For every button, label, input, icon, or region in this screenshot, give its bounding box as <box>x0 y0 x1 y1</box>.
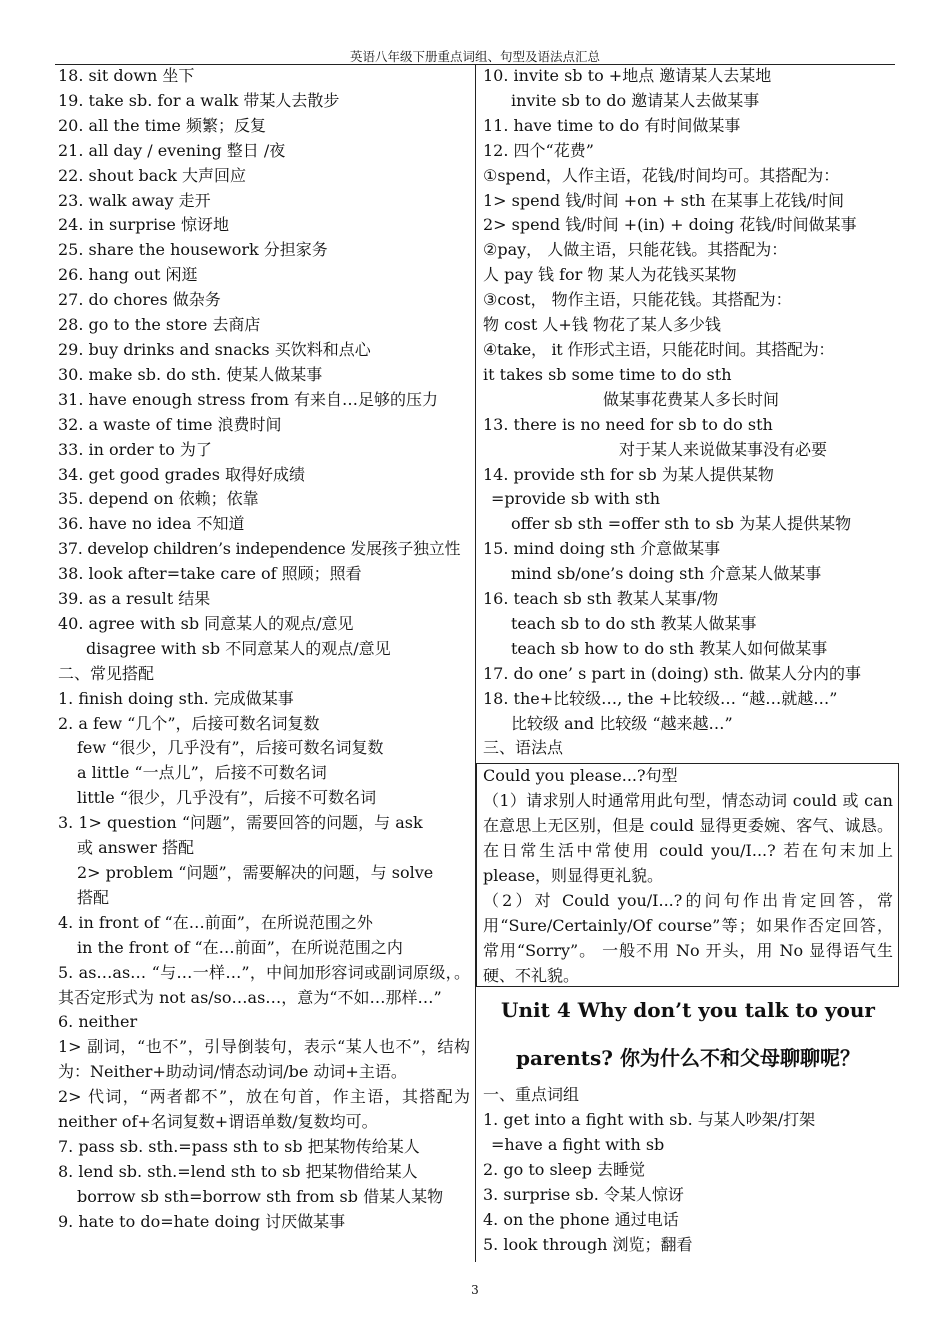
collocation-item: 搭配 <box>77 887 110 907</box>
phrase-item: 2. go to sleep 去睡觉 <box>483 1160 646 1180</box>
collocation-item: 8. lend sb. sth.=lend sth to sb 把某物借给某人 <box>58 1161 418 1181</box>
collocation-item: 9. hate to do=hate doing 讨厌做某事 <box>58 1211 346 1231</box>
phrase-item: 18. sit down 坐下 <box>58 66 195 85</box>
unit-title: Unit 4 Why don’t you talk to your <box>501 998 875 1023</box>
collocation-item: 12. 四个“花费” <box>483 140 594 160</box>
phrase-item: 36. have no idea 不知道 <box>58 514 245 534</box>
collocation-item: 或 answer 搭配 <box>77 838 195 858</box>
collocation-item: 16. teach sb sth 教某人某事/物 <box>483 589 719 609</box>
phrase-item: 26. hang out 闲逛 <box>58 265 198 285</box>
collocation-item: 2> 代词，“两者都不”，放在句首，作主语，其搭配为 neither of+名词复数+谓语单数/复数均可。 <box>58 1087 470 1132</box>
phrase-item: 31. have enough stress from 有来自…足够的压力 <box>58 389 439 409</box>
section-heading: 三、语法点 <box>483 738 564 758</box>
section-heading: 二、常见搭配 <box>58 663 155 683</box>
phrase-item: 20. all the time 频繁；反复 <box>58 115 266 135</box>
grammar-box <box>476 763 899 987</box>
phrase-item: 30. make sb. do sth. 使某人做某事 <box>58 364 323 384</box>
collocation-item: mind sb/one’s doing sth 介意某人做某事 <box>511 564 822 584</box>
phrase-item: 32. a waste of time 浪费时间 <box>58 414 282 434</box>
phrase-item: 35. depend on 依赖；依靠 <box>58 489 259 509</box>
unit-title: parents? 你为什么不和父母聊聊呢？ <box>516 1046 860 1071</box>
collocation-item: 11. have time to do 有时间做某事 <box>483 115 741 135</box>
section-heading: 一、重点词组 <box>483 1085 580 1105</box>
grammar-paragraph: （2）对 Could you/I...?的问句作出肯定回答，常用“Sure/Certainly/Of course”等；如果作否定回答，常用“Sorry”。 一般不用 No 开头，用 No 显得语气生硬、不礼貌。 <box>483 890 893 985</box>
phrase-item: 34. get good grades 取得好成绩 <box>58 464 306 484</box>
phrase-item: 38. look after=take care of 照顾；照看 <box>58 564 362 584</box>
grammar-title: Could you please...?句型 <box>483 766 678 786</box>
collocation-item: 1. finish doing sth. 完成做某事 <box>58 688 294 708</box>
collocation-item: 4. in front of “在…前面”，在所说范围之外 <box>58 912 373 932</box>
collocation-item: it takes sb some time to do sth <box>483 364 732 384</box>
collocation-item: 对于某人来说做某事没有必要 <box>619 439 828 459</box>
collocation-item: 做某事花费某人多长时间 <box>603 389 780 409</box>
page-header: 英语八年级下册重点词组、句型及语法点汇总 <box>349 49 600 64</box>
collocation-item: 17. do one’ s part in (doing) sth. 做某人分内的事 <box>483 663 862 683</box>
right-column <box>483 64 893 1258</box>
left-column <box>58 64 470 1235</box>
collocation-item: little “很少，几乎没有”，后接不可数名词 <box>77 788 377 808</box>
collocation-item: 人 pay 钱 for 物 某人为花钱买某物 <box>483 265 737 285</box>
collocation-item: offer sb sth =offer sth to sb 为某人提供某物 <box>511 514 852 534</box>
phrase-item: 33. in order to 为了 <box>58 439 212 459</box>
collocation-item: 3. 1> question “问题”，需要回答的问题，与 ask <box>58 813 423 833</box>
phrase-item: 1. get into a fight with sb. 与某人吵架/打架 <box>483 1110 816 1130</box>
page-number: 3 <box>471 1283 479 1297</box>
collocation-item: 13. there is no need for sb to do sth <box>483 414 773 434</box>
collocation-item: 2> problem “问题”，需要解决的问题，与 solve <box>77 863 434 882</box>
collocation-item: 比较级 and 比较级 “越来越…” <box>511 713 733 733</box>
collocation-item: 物 cost 人+钱 物花了某人多少钱 <box>483 315 721 335</box>
phrase-item: 28. go to the store 去商店 <box>58 315 261 335</box>
column-divider <box>475 64 476 1262</box>
phrase-item: 39. as a result 结果 <box>58 589 211 609</box>
collocation-item: teach sb how to do sth 教某人如何做某事 <box>511 638 828 658</box>
grammar-paragraph: （1）请求别人时通常用此句型，情态动词 could 或 can 在意思上无区别，但是 could 显得更委婉、客气、诚恳。在日常生活中常使用 could you/I...? 若在句末加上 please，则显得更礼貌。 <box>483 791 893 885</box>
phrase-item: 19. take sb. for a walk 带某人去散步 <box>58 90 340 110</box>
collocation-item: 14. provide sth for sb 为某人提供某物 <box>483 464 774 484</box>
collocation-item: 1> spend 钱/时间 +on + sth 在某事上花钱/时间 <box>483 190 845 210</box>
phrase-item: 27. do chores 做杂务 <box>58 290 221 310</box>
collocation-item: ④take， it 作形式主语，只能花时间。其搭配为： <box>483 339 835 359</box>
collocation-item: invite sb to do 邀请某人去做某事 <box>511 90 760 110</box>
collocation-item: ③cost， 物作主语，只能花钱。其搭配为： <box>483 290 792 310</box>
collocation-item: 2> spend 钱/时间 +(in) + doing 花钱/时间做某事 <box>483 215 857 235</box>
collocation-item: 15. mind doing sth 介意做某事 <box>483 539 721 559</box>
collocation-item: 10. invite sb to +地点 邀请某人去某地 <box>483 66 772 85</box>
phrase-item: =have a fight with sb <box>491 1135 665 1155</box>
phrase-item: 25. share the housework 分担家务 <box>58 240 328 260</box>
collocation-item: 2. a few “几个”，后接可数名词复数 <box>58 713 320 733</box>
phrase-item: 3. surprise sb. 令某人惊讶 <box>483 1185 684 1204</box>
phrase-item: 23. walk away 走开 <box>58 190 211 210</box>
collocation-item: borrow sb sth=borrow sth from sb 借某人某物 <box>77 1186 444 1206</box>
phrase-item: disagree with sb 不同意某人的观点/意见 <box>86 638 391 658</box>
collocation-item: =provide sb with sth <box>491 489 660 509</box>
phrase-item: 4. on the phone 通过电话 <box>483 1209 679 1229</box>
collocation-item: ②pay， 人做主语，只能花钱。其搭配为： <box>483 240 788 260</box>
phrase-item: 40. agree with sb 同意某人的观点/意见 <box>58 613 354 633</box>
collocation-item: 18. the+比较级…, the +比较级… “越…就越…” <box>483 688 838 708</box>
collocation-item: a little “一点儿”，后接不可数名词 <box>77 763 327 783</box>
collocation-item: teach sb to do sth 教某人做某事 <box>511 613 757 633</box>
phrase-item: 24. in surprise 惊讶地 <box>58 215 229 235</box>
phrase-item: 22. shout back 大声回应 <box>58 165 247 185</box>
collocation-item: 7. pass sb. sth.=pass sth to sb 把某物传给某人 <box>58 1136 420 1156</box>
phrase-item: 29. buy drinks and snacks 买饮料和点心 <box>58 339 371 359</box>
collocation-item: ①spend，人作主语，花钱/时间均可。其搭配为： <box>483 165 840 185</box>
collocation-item: 5. as…as… “与…一样…”，中间加形容词或副词原级，。其否定形式为 not as/so…as…，意为“不如…那样…” <box>58 962 470 1007</box>
phrase-item: 5. look through 浏览；翻看 <box>483 1234 693 1254</box>
phrase-item: 37. develop children’s independence 发展孩子独立性 <box>58 539 461 559</box>
collocation-item: few “很少，几乎没有”，后接可数名词复数 <box>77 738 384 758</box>
collocation-item: 1> 副词，“也不”，引导倒装句，表示“某人也不”，结构为：Neither+助动词/情态动词/be 动词+主语。 <box>58 1037 470 1082</box>
collocation-item: 6. neither <box>58 1012 138 1032</box>
phrase-item: 21. all day / evening 整日 /夜 <box>58 140 286 160</box>
collocation-item: in the front of “在…前面”，在所说范围之内 <box>77 937 403 957</box>
